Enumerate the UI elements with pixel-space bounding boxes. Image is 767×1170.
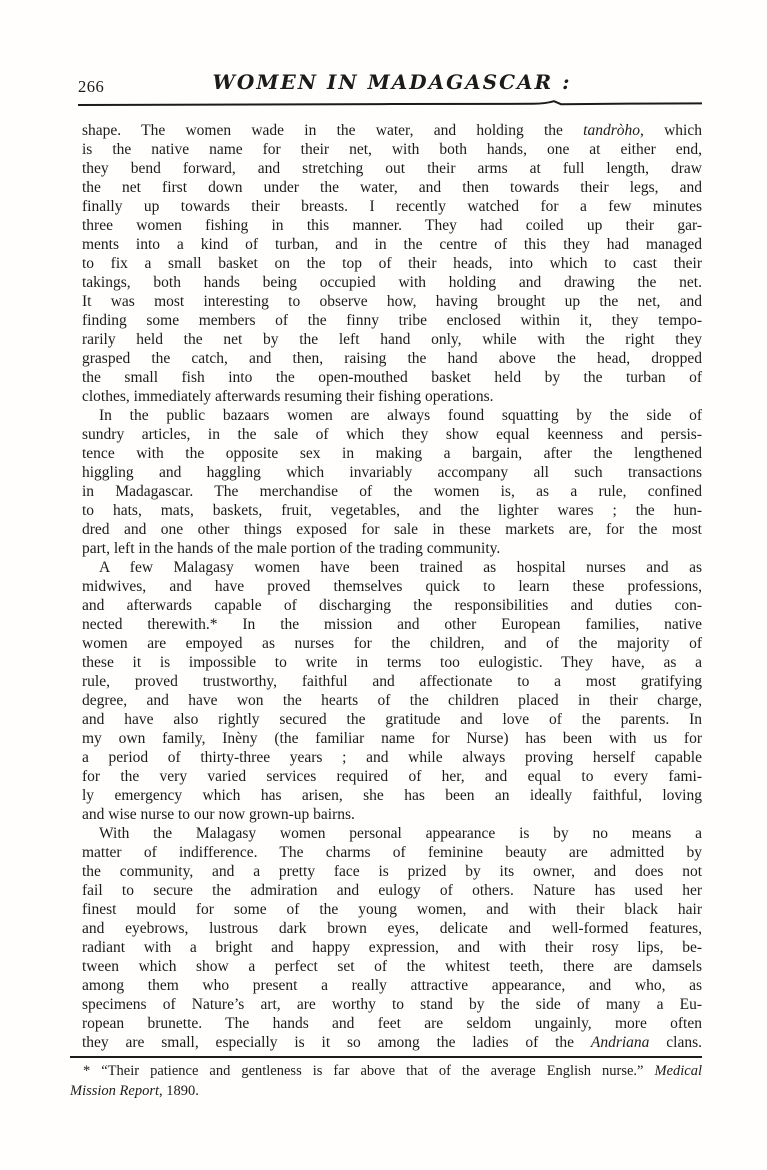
text-line: women are empoyed as nurses for the children, and of the majority of	[82, 635, 702, 652]
text-line: tence with the opposite sex in making a bargain, after the lengthened	[82, 445, 702, 462]
text-line: and have also rightly secured the gratitude and love of the parents. In	[82, 711, 702, 728]
text-line: In the public bazaars women are always found squatting by the side of	[99, 407, 702, 424]
text-line: in Madagascar. The merchandise of the women is, as a rule, confined	[82, 483, 702, 500]
text-line: they are small, especially is it so among the ladies of the Andriana clans.	[82, 1034, 702, 1051]
text-line: It was most interesting to observe how, having brought up the net, and	[82, 293, 702, 310]
text-line: radiant with a bright and happy expression, and with their rosy lips, be-	[82, 939, 702, 956]
footnote-line: Mission Report, 1890.	[70, 1082, 199, 1099]
text-line: ropean brunette. The hands and feet are seldom ungainly, more often	[82, 1015, 702, 1032]
text-line: among them who present a really attractive appearance, and who, as	[82, 977, 702, 994]
text-line: rule, proved trustworthy, faithful and affectionate to a most gratifying	[82, 673, 702, 690]
text-line: ments into a kind of turban, and in the centre of this they had managed	[82, 236, 702, 253]
text-line: matter of indifference. The charms of feminine beauty are admitted by	[82, 844, 702, 861]
text-line: part, left in the hands of the male portion of the trading community.	[82, 540, 501, 557]
text-line: takings, both hands being occupied with holding and drawing the net.	[82, 274, 702, 291]
text-line: rarily held the net by the left hand only, while with the right they	[82, 331, 702, 348]
footnote-line: * “Their patience and gentleness is far above that of the average English nurse.” Medical	[83, 1063, 702, 1079]
text-line: they bend forward, and stretching out their arms at full length, draw	[82, 160, 702, 177]
text-line: the community, and a pretty face is prized by its owner, and does not	[82, 863, 702, 880]
text-line: finding some members of the finny tribe enclosed within it, they tempo-	[82, 312, 702, 329]
text-line: to hats, mats, baskets, fruit, vegetables, and the lighter wares ; the hun-	[82, 502, 702, 519]
text-line: clothes, immediately afterwards resuming their fishing operations.	[82, 388, 494, 405]
paragraph	[82, 824, 702, 1052]
text-line: these it is impossible to write in terms too eulogistic. They have, as a	[82, 654, 702, 671]
text-line: finally up towards their breasts. I recently watched for a few minutes	[82, 198, 702, 215]
text-line: nected therewith.* In the mission and other European families, native	[82, 616, 702, 633]
text-line: is the native name for their net, with both hands, one at either end,	[82, 141, 702, 158]
text-line: a period of thirty-three years ; and while always proving herself capable	[82, 749, 702, 766]
text-line: higgling and haggling which invariably accompany all such transactions	[82, 464, 702, 481]
footnote-rule	[70, 1056, 702, 1058]
text-line: With the Malagasy women personal appearance is by no means a	[99, 825, 702, 842]
text-line: specimens of Nature’s art, are worthy to stand by the side of many a Eu-	[82, 996, 702, 1013]
page-number: 266	[78, 77, 105, 96]
text-line: and eyebrows, lustrous dark brown eyes, delicate and well-formed features,	[82, 920, 702, 937]
text-line: grasped the catch, and then, raising the hand above the head, dropped	[82, 350, 702, 367]
text-line: shape. The women wade in the water, and holding the tandròho, which	[82, 122, 702, 139]
text-line: finest mould for some of the young women, and with their black hair	[82, 901, 702, 918]
text-line: tween which show a perfect set of the whitest teeth, there are damsels	[82, 958, 702, 975]
running-title: WOMEN IN MADAGASCAR :	[212, 70, 572, 94]
text-line: sundry articles, in the sale of which they show equal keenness and persis-	[82, 426, 702, 443]
paragraph	[82, 406, 702, 558]
text-line: and afterwards capable of discharging the responsibilities and duties con-	[82, 597, 702, 614]
body-text	[82, 121, 702, 1052]
paragraph	[82, 558, 702, 824]
text-line: to fix a small basket on the top of their heads, into which to cast their	[82, 255, 702, 272]
paragraph	[82, 121, 702, 406]
text-line: dred and one other things exposed for sale in these markets are, for the most	[82, 521, 702, 538]
text-line: midwives, and have proved themselves quick to learn these professions,	[82, 578, 702, 595]
text-line: three women fishing in this manner. They had coiled up their gar-	[82, 217, 702, 234]
text-line: degree, and have won the hearts of the children placed in their charge,	[82, 692, 702, 709]
text-line: my own family, Inèny (the familiar name for Nurse) has been with us for	[82, 730, 702, 747]
text-line: and wise nurse to our now grown-up bairns.	[82, 806, 355, 823]
text-line: for the very varied services required of her, and equal to every fami-	[82, 768, 702, 785]
text-line: A few Malagasy women have been trained as hospital nurses and as	[99, 559, 702, 576]
text-line: fail to secure the admiration and eulogy of others. Nature has used her	[82, 882, 702, 899]
text-line: the small fish into the open-mouthed basket held by the turban of	[82, 369, 702, 386]
header-rule	[78, 99, 702, 109]
footnote	[70, 1062, 702, 1101]
text-line: the net first down under the water, and then towards their legs, and	[82, 179, 702, 196]
text-line: ly emergency which has arisen, she has been an ideally faithful, loving	[82, 787, 702, 804]
